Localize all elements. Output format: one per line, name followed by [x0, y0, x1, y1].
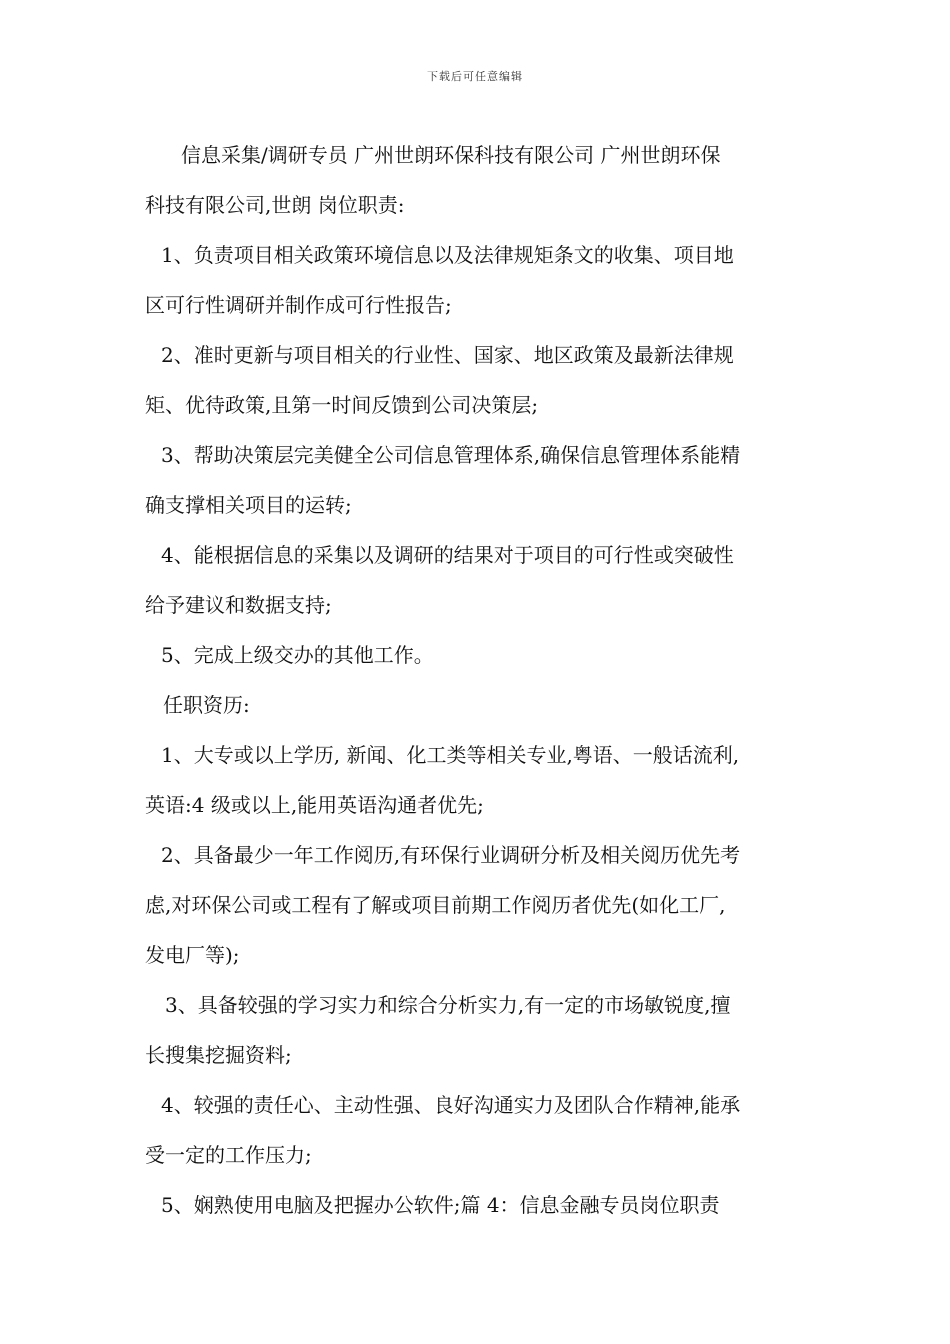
qual-4-line-1: 4、较强的责任心、主动性强、良好沟通实力及团队合作精神,能承 — [161, 1093, 741, 1117]
qual-1-line-2: 英语:4 级或以上,能用英语沟通者优先; — [145, 793, 484, 817]
qual-3-line-2: 长搜集挖掘资料; — [145, 1043, 292, 1067]
duty-1-line-2: 区可行性调研并制作成可行性报告; — [145, 293, 452, 317]
qual-2-line-1: 2、具备最少一年工作阅历,有环保行业调研分析及相关阅历优先考 — [161, 843, 741, 867]
qual-2-line-3: 发电厂等); — [145, 943, 240, 967]
page-header: 下载后可任意编辑 — [427, 70, 523, 83]
duty-3-line-1: 3、帮助决策层完美健全公司信息管理体系,确保信息管理体系能精 — [161, 443, 741, 467]
duty-2-line-2: 矩、优待政策,且第一时间反馈到公司决策层; — [145, 393, 539, 417]
document-body — [145, 130, 810, 1230]
duty-1-line-1: 1、负责项目相关政策环境信息以及法律规矩条文的收集、项目地 — [161, 243, 734, 267]
qual-5-line-1: 5、娴熟使用电脑及把握办公软件;篇 4：信息金融专员岗位职责 — [161, 1193, 720, 1217]
intro-line-2: 科技有限公司,世朗 岗位职责: — [145, 193, 405, 217]
duty-5-line-1: 5、完成上级交办的其他工作。 — [161, 643, 434, 667]
intro-line-1: 信息采集/调研专员 广州世朗环保科技有限公司 广州世朗环保 — [181, 143, 721, 167]
duty-2-line-1: 2、准时更新与项目相关的行业性、国家、地区政策及最新法律规 — [161, 343, 734, 367]
duty-4-line-1: 4、能根据信息的采集以及调研的结果对于项目的可行性或突破性 — [161, 543, 734, 567]
duty-4-line-2: 给予建议和数据支持; — [145, 593, 332, 617]
qualifications-heading: 任职资历: — [163, 693, 250, 717]
qual-2-line-2: 虑,对环保公司或工程有了解或项目前期工作阅历者优先(如化工厂, — [145, 893, 726, 917]
qual-4-line-2: 受一定的工作压力; — [145, 1143, 312, 1167]
qual-1-line-1: 1、大专或以上学历, 新闻、化工类等相关专业,粤语、一般话流利, — [161, 743, 740, 767]
duty-3-line-2: 确支撑相关项目的运转; — [145, 493, 352, 517]
qual-3-line-1: 3、具备较强的学习实力和综合分析实力,有一定的市场敏锐度,擅 — [165, 993, 731, 1017]
